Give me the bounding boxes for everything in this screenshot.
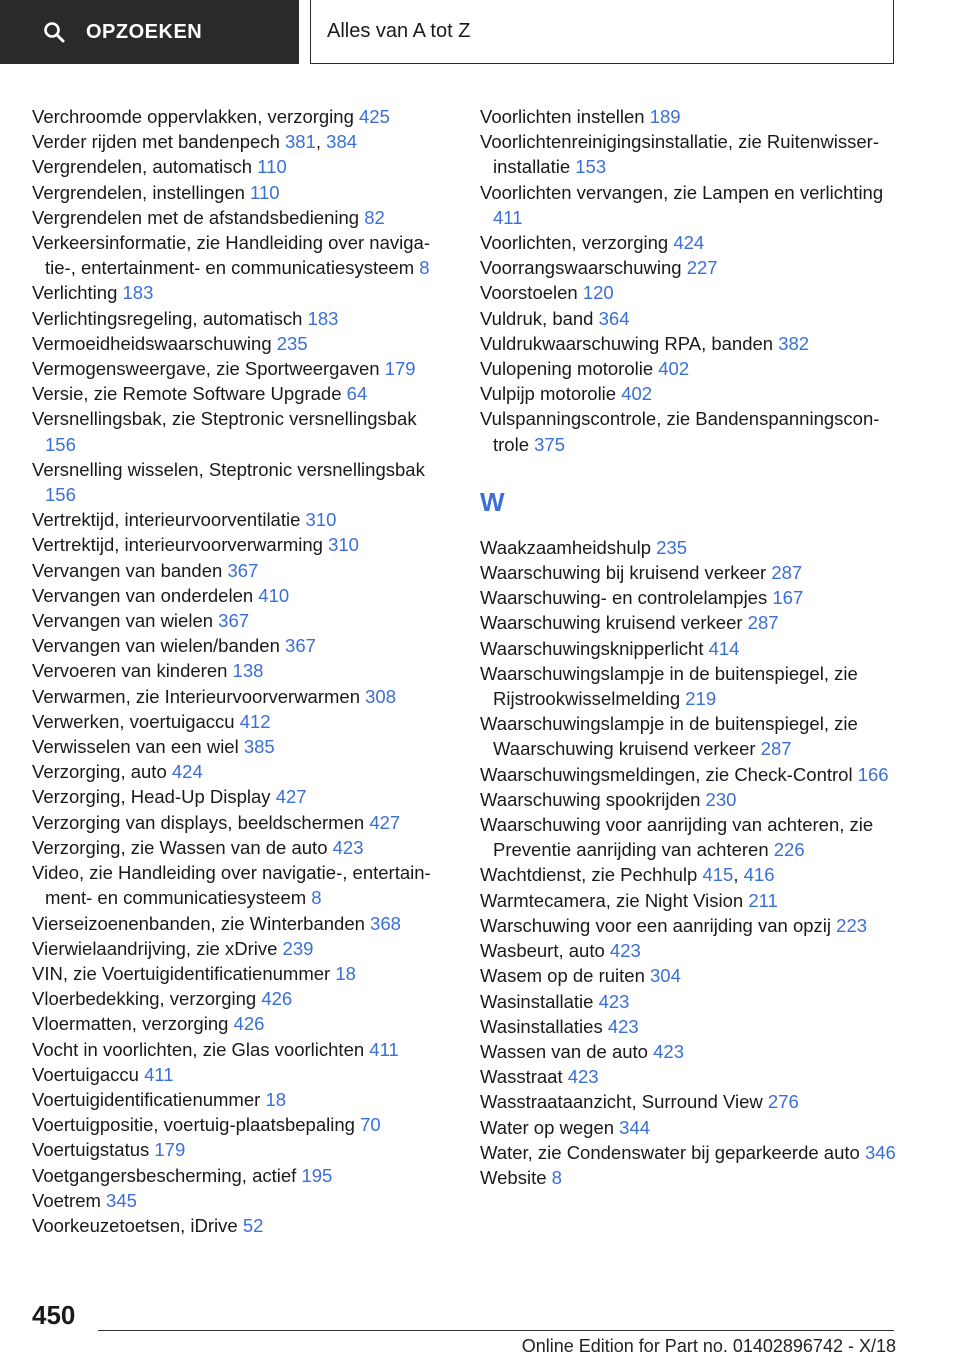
index-entry-term: Vloerbedekking, verzorging [32, 988, 262, 1010]
index-entry-term: Voorlichten, verzorging [480, 232, 674, 254]
index-entry [32, 331, 452, 356]
page-reference-link[interactable]: 287 [747, 612, 779, 634]
index-entry-term: Vuldruk, band [480, 307, 599, 329]
page-reference-link[interactable]: 423 [598, 990, 630, 1012]
index-entry [480, 1014, 900, 1039]
index-entry [32, 1062, 452, 1087]
index-entry [480, 129, 900, 179]
footer-divider [98, 1330, 894, 1331]
index-entry-term: Waarschuwing voor aanrijding van achteren, zie Preventie aanrijding van achteren [480, 814, 874, 861]
page-reference-link[interactable]: 226 [773, 839, 805, 861]
section-letter-heading: W [480, 486, 505, 517]
index-entry [480, 560, 900, 585]
index-entry-term: Versnellingsbak, zie Steptronic versnellingsbak [32, 408, 417, 430]
index-entry-term: Voorlichtenreinigingsinstallatie, zie Ruitenwisserinstallatie [480, 131, 879, 178]
index-entry [480, 812, 900, 862]
index-entry [32, 205, 452, 230]
index-entry [480, 1165, 900, 1190]
index-entry-term: Vertrektijd, interieurvoorverwarming [32, 534, 329, 556]
page-reference-link[interactable]: 18 [335, 962, 356, 984]
index-entry-term: Waarschuwing kruisend verkeer [480, 612, 748, 634]
index-entry [480, 989, 900, 1014]
page-reference-link[interactable]: 8 [311, 887, 322, 909]
index-entry-term: Waakzaamheidshulp [480, 536, 657, 558]
index-entry [480, 661, 900, 711]
page-reference-link[interactable]: 367 [285, 635, 316, 657]
page-reference-link[interactable]: 368 [370, 912, 401, 934]
index-entry-term: Waarschuwingslampje in de buitenspiegel, zie Waarschuwing kruisend verkeer [480, 713, 858, 760]
page-reference-link[interactable]: 70 [360, 1114, 381, 1136]
page-reference-link[interactable]: 346 [864, 1141, 896, 1163]
index-entry [480, 636, 900, 661]
page-reference-link[interactable]: 110 [257, 156, 287, 178]
page-reference-link[interactable]: 402 [658, 358, 690, 380]
index-entry [480, 1140, 900, 1165]
index-entry-term: Vervangen van wielen [32, 610, 219, 632]
index-entry-term: Vervangen van onderdelen [32, 584, 259, 606]
page-reference-link[interactable]: 345 [106, 1189, 137, 1211]
index-entry-term: Vergrendelen, automatisch [32, 156, 258, 178]
index-entry-term: Wasbeurt, auto [480, 940, 610, 962]
index-entry-term: Voertuigidentificatienummer [32, 1088, 266, 1110]
index-entry-term: Vermoeidheidswaarschuwing [32, 332, 277, 354]
page-reference-link[interactable]: 8 [419, 257, 430, 279]
page-reference-link[interactable]: 227 [686, 257, 718, 279]
index-entry [32, 558, 452, 583]
index-entry-term: Waarschuwingsknipperlicht [480, 637, 709, 659]
index-entry [480, 180, 900, 230]
page-reference-link[interactable]: 411 [369, 1038, 399, 1060]
index-entry [480, 255, 900, 280]
footer-edition: Online Edition for Part no. 01402896742 - X/18 [521, 1336, 896, 1356]
index-entry-term: Verzorging, zie Wassen van de auto [32, 836, 333, 858]
index-entry [32, 1163, 452, 1188]
page-reference-link[interactable]: 411 [144, 1063, 174, 1085]
page-reference-link[interactable]: 426 [233, 1013, 265, 1035]
index-entry [480, 104, 900, 129]
index-entry-term: Vierseizoenenbanden, zie Winterbanden [32, 912, 371, 934]
index-entry [32, 1188, 452, 1213]
index-entry [32, 986, 452, 1011]
index-entry-term: Wasstraat [480, 1066, 568, 1088]
index-group-v-continued [480, 104, 900, 457]
page-reference-link[interactable]: 235 [656, 536, 688, 558]
index-entry-term: Voetgangersbescherming, actief [32, 1164, 302, 1186]
page-reference-link[interactable]: 183 [307, 307, 339, 329]
page-reference-link[interactable]: 424 [673, 232, 705, 254]
page-reference-link[interactable]: 82 [364, 206, 385, 228]
index-entry [480, 938, 900, 963]
index-entry [32, 1011, 452, 1036]
page-number: 450 [32, 1300, 76, 1330]
index-entry-term: Vertrektijd, interieurvoorventilatie [32, 509, 306, 531]
index-entry-term: Voorrangswaarschuwing [480, 257, 687, 279]
index-entry [32, 810, 452, 835]
index-entry [32, 734, 452, 759]
index-entry-term: Wasinstallaties [480, 1015, 608, 1037]
page-reference-link[interactable]: 239 [282, 937, 314, 959]
page-reference-link[interactable]: 344 [619, 1116, 651, 1138]
index-entry [32, 406, 452, 456]
page-reference-link[interactable]: 381 [285, 131, 316, 153]
index-entry-term: Waarschuwing bij kruisend verkeer [480, 562, 772, 584]
index-entry-term: Vierwielaandrijving, zie xDrive [32, 937, 283, 959]
page-reference-link[interactable]: 416 [743, 864, 775, 886]
index-entry [480, 331, 900, 356]
page-reference-link[interactable]: 304 [650, 965, 681, 987]
search-label: OPZOEKEN [86, 20, 203, 43]
page-reference-link[interactable]: 195 [301, 1164, 333, 1186]
index-entry-term: Video, zie Handleiding over navigatie-, entertainment- en communicatiesysteem [32, 862, 431, 909]
index-entry [32, 1037, 452, 1062]
page-reference-link[interactable]: 110 [250, 181, 280, 203]
index-entry-term: Vulspanningscontrole, zie Bandenspanningscontrole [480, 408, 880, 455]
index-entry [480, 862, 900, 887]
page-reference-link[interactable]: 153 [575, 156, 607, 178]
index-column-right [480, 104, 900, 1190]
index-entry-term: Voorstoelen [480, 282, 583, 304]
index-entry-term: Vermogensweergave, zie Sportweergaven [32, 358, 385, 380]
index-entry-term: Voertuigaccu [32, 1063, 145, 1085]
index-entry-term: Vocht in voorlichten, zie Glas voorlichten [32, 1038, 370, 1060]
index-entry-term: Voorlichten vervangen, zie Lampen en verlichting [480, 181, 884, 203]
page-reference-link[interactable]: 424 [171, 761, 203, 783]
page-reference-link[interactable]: 423 [609, 940, 641, 962]
index-entry-term: Waarschuwingsmeldingen, zie Check-Control [480, 763, 858, 785]
page-reference-link[interactable]: 410 [258, 584, 290, 606]
index-entry [32, 129, 452, 154]
index-entry [32, 1137, 452, 1162]
index-entry [32, 1112, 452, 1137]
index-entry [480, 787, 900, 812]
index-entry-term: Verlichtingsregeling, automatisch [32, 307, 308, 329]
index-group-w [480, 535, 900, 1190]
index-entry-term: Vulopening motorolie [480, 358, 659, 380]
page-reference-link[interactable]: 276 [767, 1091, 799, 1113]
index-entry-term: Voorlichten instellen [480, 106, 650, 127]
index-entry-term: Waarschuwing- en controlelampjes [480, 587, 773, 609]
index-entry [32, 1213, 452, 1238]
page-reference-link[interactable]: 426 [261, 988, 293, 1010]
index-entry [480, 913, 900, 938]
index-entry-term: Verwerken, voertuigaccu [32, 710, 240, 732]
search-icon [42, 20, 66, 44]
index-entry-term: Vulpijp motorolie [480, 383, 622, 405]
page-reference-link[interactable]: 183 [122, 282, 154, 304]
index-entry-term: Verzorging, Head-Up Display [32, 786, 276, 808]
index-entry-term: Warmtecamera, zie Night Vision [480, 889, 749, 911]
index-entry [480, 381, 900, 406]
index-entry-term: Verder rijden met bandenpech [32, 131, 286, 153]
index-entry [480, 963, 900, 988]
index-entry [32, 633, 452, 658]
index-entry [32, 356, 452, 381]
index-entry [32, 784, 452, 809]
page-reference-link[interactable]: 411 [493, 206, 523, 228]
ref-separator: , [315, 131, 327, 153]
index-entry [480, 1089, 900, 1114]
index-entry [32, 230, 452, 280]
index-entry [480, 610, 900, 635]
page-reference-link[interactable]: 415 [702, 864, 734, 886]
page-reference-link[interactable]: 308 [365, 685, 397, 707]
breadcrumb-label: Alles van A tot Z [327, 20, 471, 42]
index-entry [32, 507, 452, 532]
index-entry [32, 306, 452, 331]
page-reference-link[interactable]: 287 [760, 738, 792, 760]
index-entry-term: Voetrem [32, 1189, 107, 1211]
page-reference-link[interactable]: 223 [836, 914, 868, 936]
page-reference-link[interactable]: 367 [227, 559, 259, 581]
page-reference-link[interactable]: 310 [328, 534, 359, 556]
index-entry-term: Wachtdienst, zie Pechhulp [480, 864, 703, 886]
index-entry [32, 835, 452, 860]
index-entry [480, 888, 900, 913]
index-entry [32, 583, 452, 608]
index-entry-term: Waarschuwing spookrijden [480, 788, 706, 810]
index-entry [480, 535, 900, 560]
page-reference-link[interactable]: 189 [649, 106, 681, 127]
index-entry-term: Voertuigstatus [32, 1139, 155, 1161]
page-reference-link[interactable]: 64 [346, 383, 368, 405]
page-reference-link[interactable]: 8 [551, 1166, 562, 1188]
search-button[interactable] [0, 0, 299, 64]
index-entry [480, 280, 900, 305]
index-entry-term: Water, zie Condenswater bij geparkeerde auto [480, 1141, 865, 1163]
page-reference-link[interactable]: 382 [778, 332, 810, 354]
index-entry [480, 711, 900, 761]
index-entry-term: VIN, zie Voertuigidentificatienummer [32, 962, 336, 984]
index-entry [32, 104, 452, 129]
index-entry [480, 1115, 900, 1140]
index-entry [32, 860, 452, 910]
page-reference-link[interactable]: 310 [305, 509, 337, 531]
index-entry-term: Verzorging, auto [32, 761, 172, 783]
page-reference-link[interactable]: 167 [772, 587, 804, 609]
index-entry-term: Vervoeren van kinderen [32, 660, 233, 682]
top-navigation [0, 0, 960, 66]
page-reference-link[interactable]: 230 [705, 788, 737, 810]
page-reference-link[interactable]: 156 [45, 433, 76, 455]
index-entry [32, 709, 452, 734]
index-entry-term: Voorkeuzetoetsen, iDrive [32, 1214, 243, 1236]
index-entry-term: Vloermatten, verzorging [32, 1013, 234, 1035]
index-entry-term: Versnelling wisselen, Steptronic versnellingsbak [32, 458, 425, 480]
page-reference-link[interactable]: 425 [359, 106, 390, 127]
page-reference-link[interactable]: 287 [771, 562, 803, 584]
index-entry-term: Wassen van de auto [480, 1040, 654, 1062]
page-reference-link[interactable]: 211 [748, 889, 778, 911]
index-entry [480, 1064, 900, 1089]
index-entry-term: Verchroomde oppervlakken, verzorging [32, 106, 360, 127]
index-entry [32, 936, 452, 961]
index-column-left [32, 104, 452, 1238]
index-entry [32, 658, 452, 683]
index-entry-term: Wasstraataanzicht, Surround View [480, 1091, 768, 1113]
page-reference-link[interactable]: 427 [275, 786, 307, 808]
page-reference-link[interactable]: 156 [45, 484, 76, 506]
page-reference-link[interactable]: 219 [685, 688, 717, 710]
page-reference-link[interactable]: 179 [384, 358, 416, 380]
index-entry [32, 457, 452, 507]
index-entry-term: Verwarmen, zie Interieurvoorverwarmen [32, 685, 366, 707]
index-entry-term: Water op wegen [480, 1116, 620, 1138]
index-entry-term: Warschuwing voor een aanrijding van opzij [480, 914, 837, 936]
index-entry-term: Versie, zie Remote Software Upgrade [32, 383, 347, 405]
page-reference-link[interactable]: 423 [653, 1040, 684, 1062]
page-reference-link[interactable]: 18 [265, 1088, 287, 1110]
page-reference-link[interactable]: 385 [243, 736, 275, 758]
index-entry-term: Verkeersinformatie, zie Handleiding over navigatie-, entertainment- en communicatiesysteem [32, 232, 430, 279]
page-reference-link[interactable]: 235 [276, 332, 308, 354]
page-reference-link[interactable]: 179 [154, 1139, 186, 1161]
index-entry [32, 381, 452, 406]
page-reference-link[interactable]: 412 [239, 710, 271, 732]
index-entry-term: Wasem op de ruiten [480, 965, 651, 987]
index-entry-term: Wasinstallatie [480, 990, 599, 1012]
index-entry-term: Website [480, 1166, 552, 1188]
index-entry [32, 608, 452, 633]
page-reference-link[interactable]: 367 [218, 610, 250, 632]
page-reference-link[interactable]: 427 [369, 811, 401, 833]
index-entry [32, 759, 452, 784]
page-reference-link[interactable]: 166 [857, 763, 889, 785]
index-entry [32, 1087, 452, 1112]
index-entry-term: Vergrendelen, instellingen [32, 181, 251, 203]
index-entry-term: Verzorging van displays, beeldschermen [32, 811, 370, 833]
index-entry-term: Vervangen van wielen/banden [32, 635, 286, 657]
page-reference-link[interactable]: 375 [534, 433, 566, 455]
index-entry [32, 961, 452, 986]
index-entry [32, 684, 452, 709]
page-reference-link[interactable]: 423 [567, 1066, 599, 1088]
index-entry-term: Vergrendelen met de afstandsbediening [32, 206, 365, 228]
index-entry [32, 280, 452, 305]
breadcrumb[interactable] [310, 0, 894, 64]
index-entry [480, 356, 900, 381]
index-entry-term: Verwisselen van een wiel [32, 736, 244, 758]
page-reference-link[interactable]: 120 [582, 282, 614, 304]
page-reference-link[interactable]: 384 [326, 131, 358, 153]
index-entry [32, 180, 452, 205]
index-entry [480, 1039, 900, 1064]
index-entry [32, 532, 452, 557]
index-entry-term: Vervangen van banden [32, 559, 228, 581]
index-entry [480, 406, 900, 456]
page-reference-link[interactable]: 423 [332, 836, 364, 858]
index-entry [480, 306, 900, 331]
index-entry [32, 154, 452, 179]
index-entry-term: Verlichting [32, 282, 123, 304]
ref-separator: , [733, 864, 744, 886]
index-entry [480, 230, 900, 255]
index-entry-term: Voertuigpositie, voertuig-plaatsbepaling [32, 1114, 361, 1136]
page-reference-link[interactable]: 423 [607, 1015, 639, 1037]
index-entry [480, 762, 900, 787]
page-reference-link[interactable]: 364 [598, 307, 630, 329]
index-entry [32, 911, 452, 936]
page-reference-link[interactable]: 138 [232, 660, 264, 682]
index-entry-term: Vuldrukwaarschuwing RPA, banden [480, 332, 779, 354]
page-reference-link[interactable]: 52 [242, 1214, 264, 1236]
page-reference-link[interactable]: 402 [621, 383, 653, 405]
index-entry [480, 585, 900, 610]
page-reference-link[interactable]: 414 [708, 637, 740, 659]
index-entry-term: Waarschuwingslampje in de buitenspiegel, zie Rijstrookwisselmelding [480, 662, 858, 710]
